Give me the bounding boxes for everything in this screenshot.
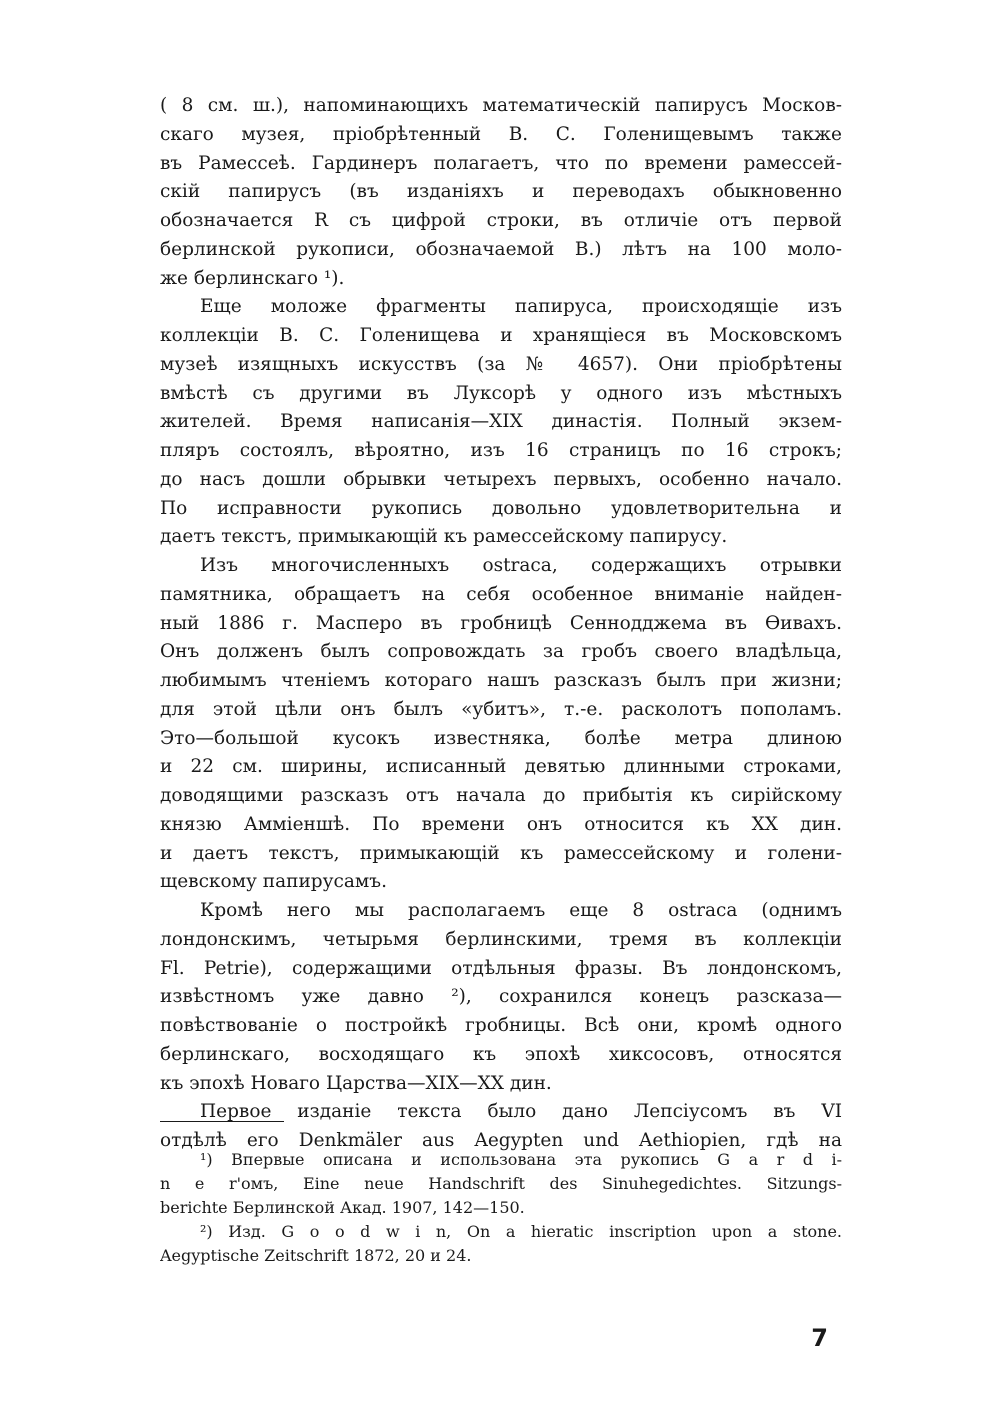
body-text — [160, 92, 842, 1156]
text-line: и даетъ текстъ, примыкающій къ рамессейскому и голени- — [160, 842, 842, 864]
text-line: По исправности рукопись довольно удовлетворительна и — [160, 497, 842, 519]
footnote-line: berichte Берлинской Акад. 1907, 142—150. — [160, 1198, 525, 1217]
text-line: обозначается R съ цифрой строки, въ отличіе отъ первой — [160, 210, 842, 231]
text-line: щевскому папирусамъ. — [160, 871, 387, 893]
text-line: Изъ многочисленныхъ ostraca, содержащихъ отрывки — [200, 555, 842, 576]
text-line: музеѣ изящныхъ искусствъ (за № 4657). Они пріобрѣтены — [160, 353, 842, 375]
text-line: вмѣстѣ съ другими въ Луксорѣ у одного изъ мѣстныхъ — [160, 382, 842, 404]
text-line: скаго музея, пріобрѣтенный В. С. Голенищевымъ также — [160, 123, 842, 145]
text-line: жителей. Время написанія—XIX династія. Полный экзем- — [160, 411, 842, 433]
text-line: ( 8 см. ш.), напоминающихъ математическій папирусъ Москов- — [160, 95, 842, 116]
text-line: берлинской рукописи, обозначаемой В.) лѣтъ на 100 моло- — [160, 238, 842, 260]
text-line: князю Амміеншѣ. По времени онъ относится къ XX дин. — [160, 813, 842, 835]
text-line: скій папирусъ (въ изданіяхъ и переводахъ обыкновенно — [160, 181, 842, 203]
text-line: же берлинскаго ¹). — [160, 267, 345, 289]
text-line: отдѣлѣ его Denkmäler aus Aegypten und Aethiopien, гдѣ на — [160, 1130, 842, 1151]
text-line: ный 1886 г. Масперо въ гробницѣ Сеннодджема въ Ѳивахъ. — [160, 612, 842, 634]
text-line: Первое изданіе текста было дано Лепсіусомъ въ VI — [200, 1101, 842, 1123]
page-number: 7 — [811, 1324, 828, 1352]
text-line: пляръ состоялъ, вѣроятно, изъ 16 страницъ по 16 строкъ; — [160, 440, 842, 461]
text-line: Онъ долженъ былъ сопровождать за гробъ своего владѣльца, — [160, 641, 842, 663]
text-line: повѣствованіе о постройкѣ гробницы. Всѣ они, кромѣ одного — [160, 1015, 842, 1036]
text-line: къ эпохѣ Новаго Царства—XIX—XX дин. — [160, 1072, 552, 1094]
footnote-line: Aegyptische Zeitschrift 1872, 20 и 24. — [160, 1246, 472, 1265]
text-line: въ Рамессеѣ. Гардинеръ полагаетъ, что по времени рамессей- — [160, 152, 842, 174]
footnote-line: n e r'омъ, Eine neue Handschrift des Sinuhegedichtes. Sitzungs- — [160, 1174, 842, 1193]
footnote-line: ¹) Впервые описана и использована эта рукопись G a r d i- — [200, 1150, 842, 1169]
text-line: Еще моложе фрагменты папируса, происходящіе изъ — [200, 296, 842, 318]
text-line: до насъ дошли обрывки четырехъ первыхъ, особенно начало. — [160, 468, 842, 490]
text-line: любимымъ чтеніемъ котораго нашъ разсказъ былъ при жизни; — [160, 670, 842, 691]
text-line: извѣстномъ уже давно ²), сохранился конецъ разсказа— — [160, 986, 842, 1008]
text-line: памятника, обращаетъ на себя особенное вниманіе найден- — [160, 583, 842, 605]
text-line: Fl. Petrie), содержащими отдѣльныя фразы. Въ лондонскомъ, — [160, 957, 842, 979]
text-line: берлинскаго, восходящаго къ эпохѣ хиксосовъ, относятся — [160, 1043, 842, 1065]
footnotes — [160, 1148, 842, 1268]
text-line: лондонскимъ, четырьмя берлинскими, тремя въ коллекціи — [160, 928, 842, 950]
text-line: Это—большой кусокъ известняка, болѣе метра длиною — [160, 727, 842, 749]
footnote-line: ²) Изд. G o o d w i n, On a hieratic inscription upon a stone. — [200, 1222, 842, 1241]
text-line: для этой цѣли онъ былъ «убитъ», т.-е. расколотъ пополамъ. — [160, 698, 842, 720]
footnote-separator — [160, 1121, 284, 1122]
text-line: доводящими разсказъ отъ начала до прибытія къ сирійскому — [160, 785, 842, 806]
text-line: даетъ текстъ, примыкающій къ рамессейскому папирусу. — [160, 526, 728, 548]
text-line: Кромѣ него мы располагаемъ еще 8 ostraca (однимъ — [200, 900, 842, 921]
text-line: коллекціи В. С. Голенищева и хранящіеся въ Московскомъ — [160, 325, 842, 346]
text-line: и 22 см. ширины, исписанный девятью длинными строками, — [160, 756, 842, 778]
